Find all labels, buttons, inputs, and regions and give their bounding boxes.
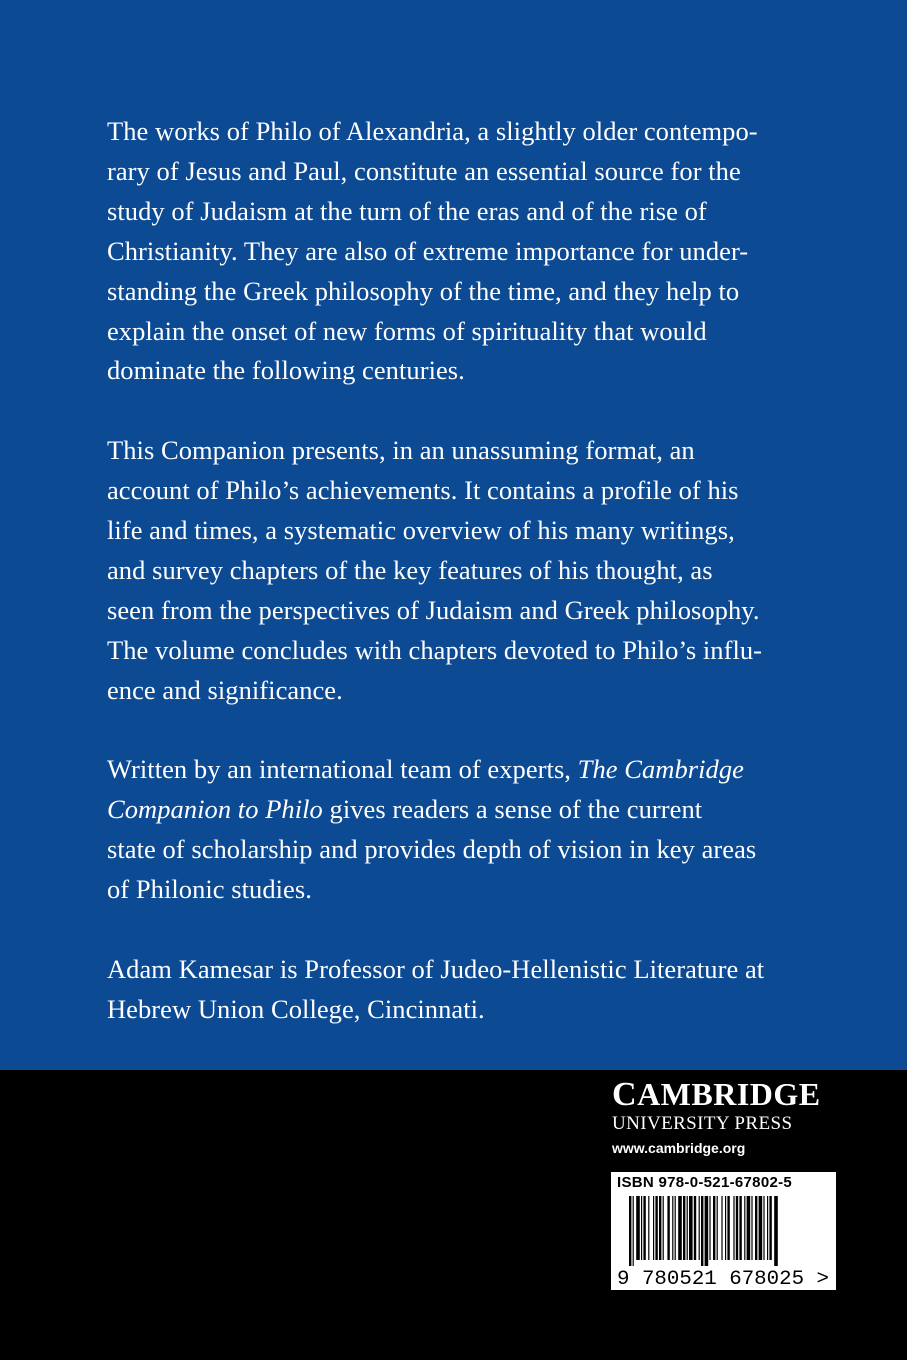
barcode-bar xyxy=(683,1196,685,1260)
blurb-paragraph-1 xyxy=(107,112,807,391)
publisher-name xyxy=(612,1076,842,1113)
barcode-bar xyxy=(675,1196,676,1260)
publisher-name-initial: C xyxy=(612,1076,638,1113)
blurb-line: Hebrew Union College, Cincinnati. xyxy=(107,993,485,1024)
blurb-line: explain the onset of new forms of spirituality that would xyxy=(107,315,707,346)
barcode-bar xyxy=(643,1196,645,1260)
blurb-line: standing the Greek philosophy of the time, and they help to xyxy=(107,275,740,306)
barcode-bar xyxy=(655,1196,657,1260)
barcode-digits: 9 780521 678025 > xyxy=(617,1268,829,1288)
barcode-bar xyxy=(701,1196,703,1266)
barcode-bar xyxy=(774,1196,778,1266)
blurb-line: The volume concludes with chapters devoted to Philo’s influ- xyxy=(107,634,763,665)
blurb-line: rary of Jesus and Paul, constitute an essential source for the xyxy=(107,155,741,186)
publisher-subtitle: UNIVERSITY PRESS xyxy=(612,1113,793,1134)
barcode-bar xyxy=(727,1196,729,1260)
barcode-bar xyxy=(636,1196,640,1260)
barcode-bar xyxy=(736,1196,738,1260)
barcode-bar xyxy=(633,1196,634,1266)
book-title-italic: Companion to Philo xyxy=(107,794,323,825)
blurb-line: Christianity. They are also of extreme importance for under- xyxy=(107,235,749,266)
barcode-bar xyxy=(667,1196,669,1260)
barcode-bar xyxy=(717,1196,718,1260)
blurb-line: of Philonic studies. xyxy=(107,874,312,905)
barcode-bar xyxy=(767,1196,768,1260)
barcode-bar xyxy=(709,1196,710,1260)
barcode-bar xyxy=(648,1196,649,1260)
isbn-barcode xyxy=(611,1172,836,1290)
barcode-bar xyxy=(705,1196,709,1266)
barcode-bar xyxy=(763,1196,764,1260)
blurb-text: gives readers a sense of the current xyxy=(322,794,703,825)
blurb-paragraph-3 xyxy=(107,750,807,910)
blurb-line: The works of Philo of Alexandria, a slightly older contempo- xyxy=(107,116,758,146)
barcode-bar xyxy=(659,1196,661,1260)
barcode-bar xyxy=(755,1196,757,1260)
barcode-icon xyxy=(615,1196,833,1288)
barcode-bar xyxy=(759,1196,763,1260)
barcode-bar xyxy=(739,1196,741,1260)
blurb-line: ence and significance. xyxy=(107,674,343,705)
barcode-bar xyxy=(744,1196,745,1260)
barcode-bar xyxy=(678,1196,682,1260)
barcode-bar xyxy=(747,1196,751,1260)
blurb-line: account of Philo’s achievements. It contains a profile of his xyxy=(107,475,739,506)
blurb-line: state of scholarship and provides depth of vision in key areas xyxy=(107,834,757,865)
blurb-line: seen from the perspectives of Judaism and Greek philosophy. xyxy=(107,594,760,625)
barcode-bar xyxy=(672,1196,673,1260)
blurb-line xyxy=(107,750,807,790)
barcode-bar xyxy=(663,1196,664,1260)
blurb-line: Adam Kamesar is Professor of Judeo-Hellenistic Literature at xyxy=(107,953,765,984)
barcode-bar xyxy=(694,1196,696,1260)
blurb-line: study of Judaism at the turn of the eras and of the rise of xyxy=(107,195,707,226)
blurb-paragraph-2 xyxy=(107,431,807,710)
barcode-bar xyxy=(699,1196,700,1260)
publisher-block xyxy=(612,1076,842,1157)
blurb-line: life and times, a systematic overview of his many writings, xyxy=(107,515,735,546)
barcode-bar xyxy=(725,1196,726,1260)
blurb-line xyxy=(107,790,807,830)
barcode-bar xyxy=(721,1196,722,1260)
barcode-bar xyxy=(733,1196,734,1260)
blurb-line: and survey chapters of the key features of his thought, as xyxy=(107,554,713,585)
back-cover-blurb xyxy=(107,112,807,1030)
barcode-bar xyxy=(751,1196,752,1260)
blurb-line: dominate the following centuries. xyxy=(107,355,465,386)
barcode-bar xyxy=(653,1196,654,1260)
barcode-bar xyxy=(641,1196,642,1260)
barcode-bar xyxy=(689,1196,693,1260)
publisher-url: www.cambridge.org xyxy=(612,1140,746,1156)
book-title-italic: The Cambridge xyxy=(577,754,744,785)
barcode-bar xyxy=(713,1196,715,1260)
blurb-line: This Companion presents, in an unassuming format, an xyxy=(107,435,695,466)
publisher-name-rest: AMBRIDGE xyxy=(637,1076,821,1112)
blurb-text: Written by an international team of experts, xyxy=(107,754,578,785)
blurb-paragraph-author xyxy=(107,950,807,1030)
barcode-bar xyxy=(687,1196,688,1260)
barcode-bar xyxy=(769,1196,771,1260)
barcode-bar xyxy=(629,1196,631,1266)
isbn-label: ISBN 978-0-521-67802-5 xyxy=(617,1174,793,1191)
